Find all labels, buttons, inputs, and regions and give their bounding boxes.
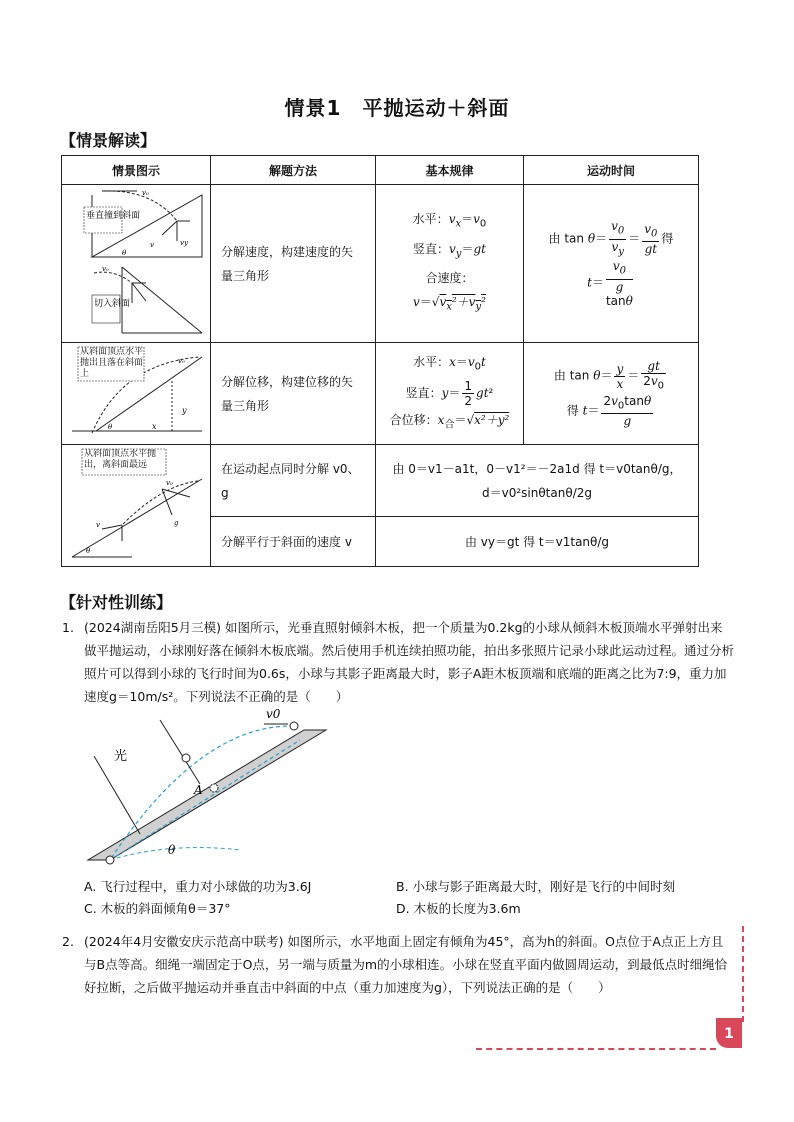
method-cell: 在运动起点同时分解 v0、g bbox=[211, 445, 376, 517]
table-header: 运动时间 bbox=[523, 156, 698, 185]
method-cell: 分解平行于斜面的速度 v bbox=[211, 517, 376, 567]
law-cell bbox=[375, 343, 523, 445]
option-b[interactable]: B. 小球与影子距离最大时，刚好是飞行的中间时刻 bbox=[396, 879, 676, 894]
table-header-row bbox=[62, 156, 699, 185]
law-combined-label: 合速度： bbox=[425, 271, 474, 286]
fig-label-theta: θ bbox=[168, 843, 176, 857]
velocity-decomposition-figure bbox=[62, 185, 210, 339]
time-result: t＝ $v_0$ g tanθ bbox=[587, 259, 633, 308]
svg-text:v₀: v₀ bbox=[166, 479, 173, 487]
time-result: 得 t＝ $\frac{2v_0\tan\theta}{g}$ bbox=[566, 393, 652, 428]
table-row bbox=[62, 185, 699, 343]
table-row bbox=[62, 343, 699, 445]
figure-cell bbox=[62, 185, 211, 343]
time-derivation: 由 tan θ＝ $\frac{v_0}{v_y}$ ＝ $\frac{v_0}{gt}$ 得 bbox=[548, 219, 674, 258]
q1-options bbox=[84, 876, 724, 922]
method-cell: 分解位移，构建位移的矢量三角形 bbox=[211, 343, 376, 445]
option-d[interactable]: D. 木板的长度为3.6m bbox=[396, 901, 521, 916]
svg-text:v₀: v₀ bbox=[178, 357, 185, 365]
time-derivation: 由 tan θ＝ $\frac{y}{x}$ ＝ $\frac{gt}{2v_0}$ bbox=[553, 359, 665, 392]
svg-text:y: y bbox=[182, 406, 187, 415]
fig-label-max-distance: 从斜面顶点水平抛出，离斜面最远 bbox=[84, 449, 157, 470]
svg-text:vy: vy bbox=[180, 239, 188, 247]
fig-label-tangent: 切入斜面 bbox=[94, 299, 131, 309]
page-border-horizontal bbox=[476, 1048, 716, 1050]
question-text: (2024年4月安徽安庆示范高中联考) 如图所示，水平地面上固定有倾角为45°，高为h的斜面。O点位于A点正上方且与B点等高。细绳一端固定于O点，另一端与质量为m的小球相连。小球在竖直平面内做圆周运动，到最低点时细绳恰好拉断，之后做平抛运动并垂直击中斜面的中点（重力加速度为g），下列说法正确的是（ ） bbox=[84, 934, 728, 995]
fig-label-slope-top: 从斜面顶点水平抛出且落在斜面上 bbox=[80, 347, 144, 379]
svg-text:θ: θ bbox=[86, 547, 91, 555]
law-combined: 合位移：$x_合=√x^2+y^2$ bbox=[389, 413, 510, 431]
law-horizontal: 水平：$x=v_0t$ bbox=[413, 354, 486, 372]
question-1 bbox=[62, 616, 734, 708]
time-cell bbox=[523, 185, 698, 343]
svg-text:v: v bbox=[150, 241, 154, 249]
fig-label-A: A bbox=[194, 783, 203, 797]
question-number: 2. bbox=[62, 934, 74, 949]
method-cell: 分解速度，构建速度的矢量三角形 bbox=[211, 185, 376, 343]
law-horizontal: 水平：$v_x=v_0$ bbox=[412, 212, 487, 230]
question-text: (2024湖南岳阳5月三模) 如图所示，光垂直照射倾斜木板，把一个质量为0.2kg的小球从倾斜木板顶端水平弹射出来做平抛运动，小球刚好落在倾斜木板底端。然后使用手机连续拍照功能，拍出多张照片记录小球此运动过程。通过分析照片可以得到小球的飞行时间为0.6s，小球与其影子距离最大时，影子A距木板顶端和底端的距离之比为7:9，重力加速度g＝10m/s²。下列说法不正确的是（ ） bbox=[84, 620, 735, 704]
scenario-table bbox=[61, 155, 699, 567]
law-combined: $v=√v_x^2+v_y^2$ bbox=[413, 295, 486, 313]
table-row bbox=[62, 445, 699, 517]
option-c[interactable]: C. 木板的斜面倾角θ＝37° bbox=[84, 901, 231, 916]
svg-text:v: v bbox=[96, 521, 100, 529]
section-heading-interpretation: 【情景解读】 bbox=[60, 131, 157, 150]
displacement-decomposition-figure bbox=[62, 343, 210, 441]
law-cell: 由 vy＝gt 得 t＝v1tanθ/g bbox=[375, 517, 698, 567]
figure-cell bbox=[62, 445, 211, 567]
svg-text:θ: θ bbox=[122, 249, 127, 257]
fig-label-perpendicular: 垂直撞到斜面 bbox=[86, 211, 141, 221]
fig-label-light: 光 bbox=[114, 749, 128, 764]
figure-cell bbox=[62, 343, 211, 445]
table-header: 情景图示 bbox=[62, 156, 211, 185]
question-number: 1. bbox=[62, 620, 74, 635]
fig-label-v0: v0 bbox=[266, 707, 281, 721]
question-2 bbox=[62, 930, 734, 999]
table-header: 解题方法 bbox=[211, 156, 376, 185]
q1-figure bbox=[80, 704, 340, 870]
svg-text:v₀: v₀ bbox=[102, 265, 109, 273]
law-cell bbox=[375, 185, 523, 343]
law-cell bbox=[375, 445, 698, 517]
svg-text:x: x bbox=[152, 422, 157, 431]
law-derivation: 由 0＝v1－a1t，0－v1²＝－2a1d 得 t＝v0tanθ/g， bbox=[392, 461, 682, 476]
section-heading-training: 【针对性训练】 bbox=[60, 593, 173, 612]
page-number: 1 bbox=[716, 1018, 742, 1048]
page-title: 情景1 平抛运动＋斜面 bbox=[284, 96, 510, 120]
law-vertical: 竖直：y＝ $\frac{1}{2}$ gt² bbox=[405, 379, 494, 408]
max-distance-figure bbox=[62, 445, 210, 563]
svg-text:θ: θ bbox=[108, 423, 113, 431]
table-header: 基本规律 bbox=[375, 156, 523, 185]
option-a[interactable]: A. 飞行过程中，重力对小球做的功为3.6J bbox=[84, 879, 312, 894]
page-border-vertical bbox=[742, 926, 744, 1022]
time-cell bbox=[523, 343, 698, 445]
law-vertical: 竖直：$v_y=gt$ bbox=[412, 241, 486, 260]
law-distance: d＝v0²sinθtanθ/2g bbox=[481, 485, 592, 500]
svg-text:v₀: v₀ bbox=[142, 189, 149, 197]
svg-text:g: g bbox=[174, 519, 179, 527]
